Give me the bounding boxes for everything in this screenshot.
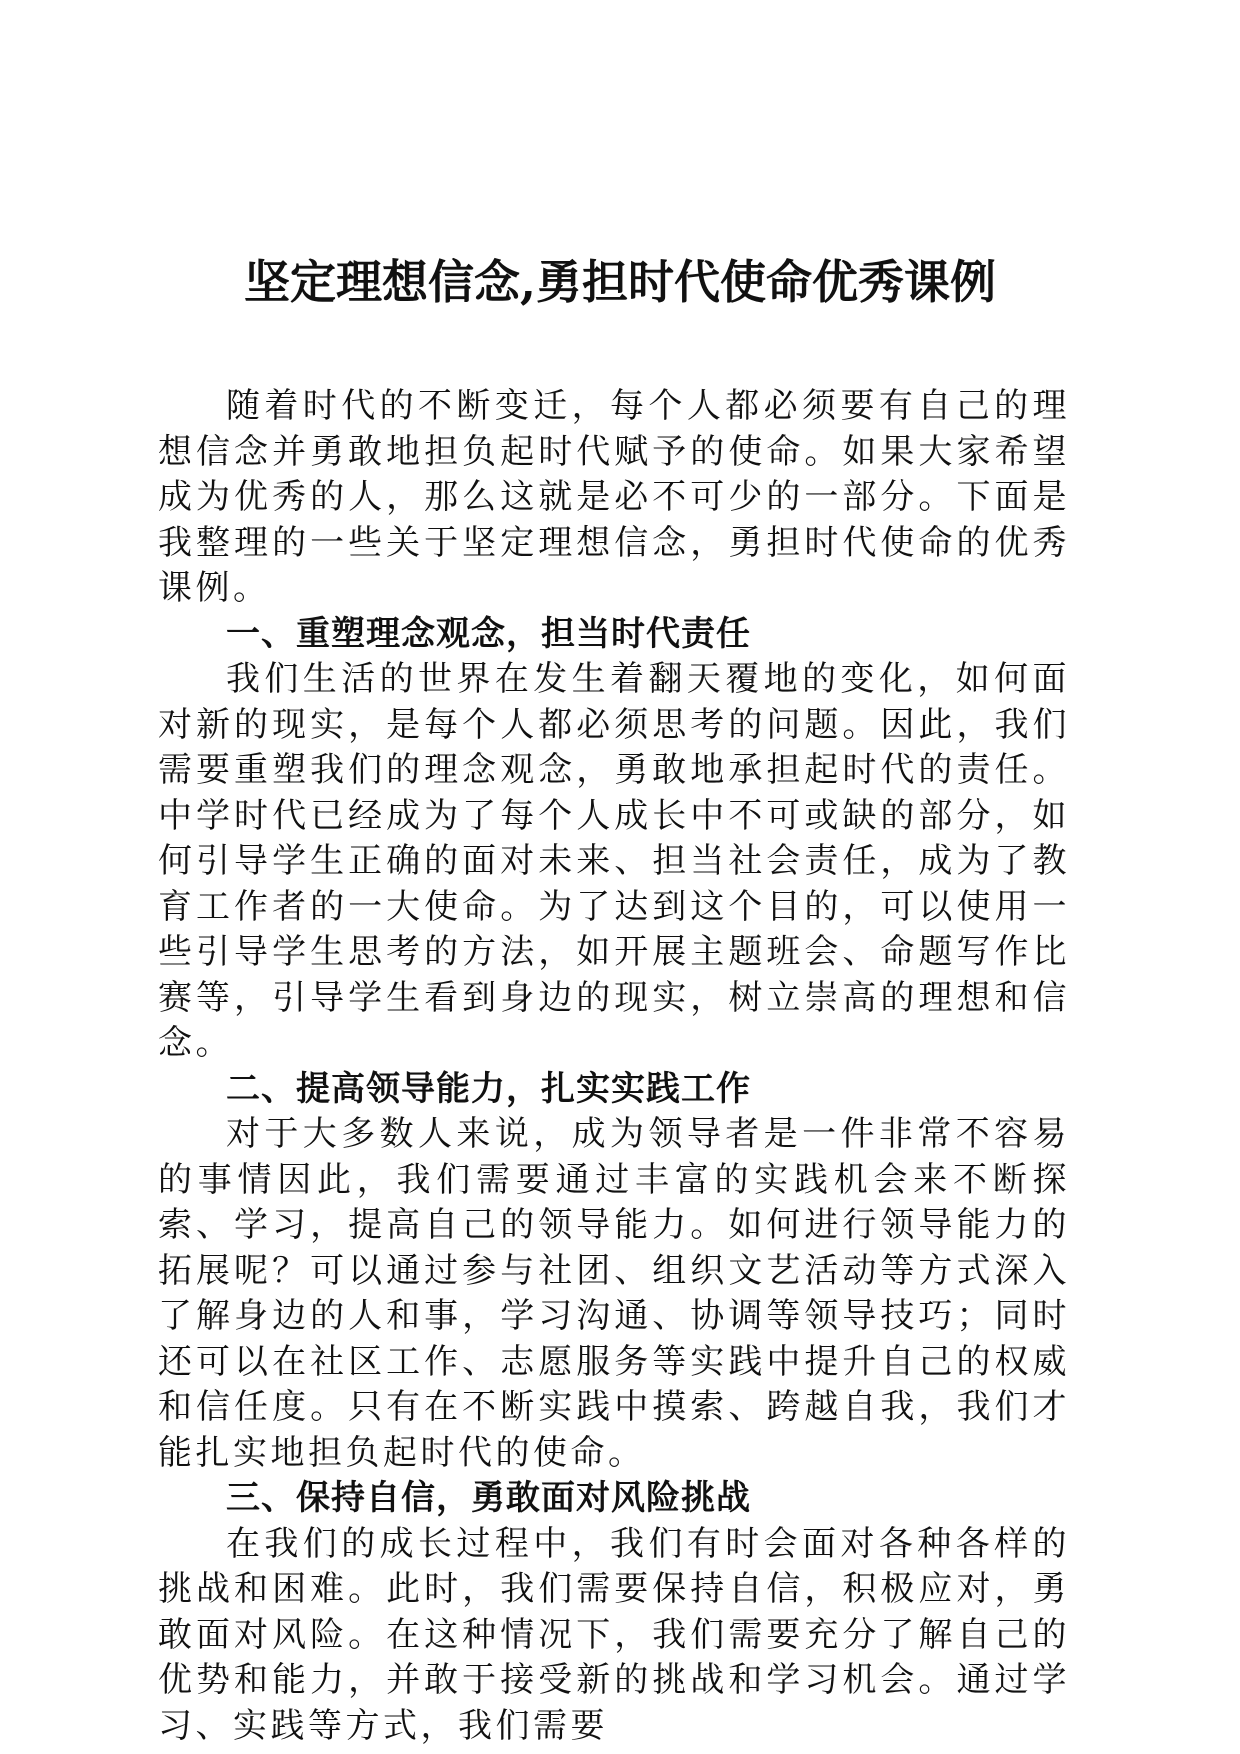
section-paragraph-2: 对于大多数人来说，成为领导者是一件非常不容易的事情因此，我们需要通过丰富的实践机会来不断探索、学习，提高自己的领导能力。如何进行领导能力的拓展呢？可以通过参与社团、组织文艺活动等方式深入了解身边的人和事，学习沟通、协调等领导技巧；同时还可以在社区工作、志愿服务等实践中提升自己的权威和信任度。只有在不断实践中摸索、跨越自我，我们才能扎实地担负起时代的使命。 — [158, 1114, 1070, 1473]
section-heading-3: 三、保持自信，勇敢面对风险挑战 — [226, 1478, 751, 1518]
section-paragraph-1: 我们生活的世界在发生着翻天覆地的变化，如何面对新的现实，是每个人都必须思考的问题。因此，我们需要重塑我们的理念观念，勇敢地承担起时代的责任。中学时代已经成为了每个人成长中不可或缺的部分，如何引导学生正确的面对未来、担当社会责任，成为了教育工作者的一大使命。为了达到这个目的，可以使用一些引导学生思考的方法，如开展主题班会、命题写作比赛等，引导学生看到身边的现实，树立崇高的理想和信念。 — [158, 659, 1070, 1063]
document-title: 坚定理想信念,勇担时代使命优秀课例 — [243, 255, 996, 309]
intro-paragraph: 随着时代的不断变迁，每个人都必须要有自己的理想信念并勇敢地担负起时代赋予的使命。如果大家希望成为优秀的人，那么这就是必不可少的一部分。下面是我整理的一些关于坚定理想信念，勇担时代使命的优秀课例。 — [158, 386, 1070, 608]
section-paragraph-3: 在我们的成长过程中，我们有时会面对各种各样的挑战和困难。此时，我们需要保持自信，积极应对，勇敢面对风险。在这种情况下，我们需要充分了解自己的优势和能力，并敢于接受新的挑战和学习机会。通过学习、实践等方式，我们需要 — [158, 1523, 1070, 1746]
document-body — [158, 384, 1070, 1749]
section-heading-1: 一、重塑理念观念，担当时代责任 — [226, 613, 751, 654]
section-heading-2: 二、提高领导能力，扎实实践工作 — [226, 1068, 751, 1109]
